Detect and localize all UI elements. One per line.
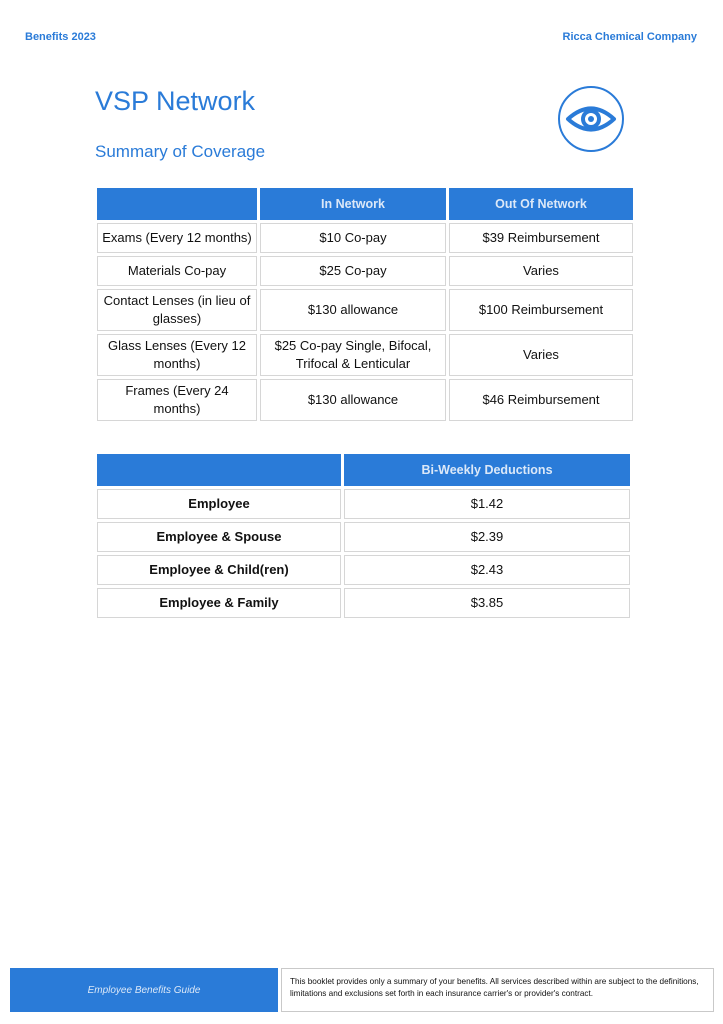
table-row [97, 334, 633, 376]
in-network-value: $130 allowance [260, 289, 446, 331]
footer-guide-label: Employee Benefits Guide [10, 968, 278, 1012]
table-row [97, 555, 630, 585]
table-row [97, 588, 630, 618]
column-header-in-network: In Network [260, 188, 446, 220]
coverage-tier: Employee & Spouse [97, 522, 341, 552]
page-title: VSP Network [95, 86, 256, 116]
table-row [97, 379, 633, 421]
table-header-row [97, 188, 633, 220]
column-header [97, 188, 257, 220]
row-label: Contact Lenses (in lieu of glasses) [97, 289, 257, 331]
coverage-tier: Employee [97, 489, 341, 519]
table-header-row [97, 454, 630, 486]
row-label: Glass Lenses (Every 12 months) [97, 334, 257, 376]
header-left-label: Benefits 2023 [25, 31, 96, 43]
in-network-value: $25 Co-pay [260, 256, 446, 286]
table-row [97, 522, 630, 552]
eye-icon [565, 104, 617, 134]
column-header-bi-weekly: Bi-Weekly Deductions [344, 454, 630, 486]
in-network-value: $130 allowance [260, 379, 446, 421]
deduction-amount: $2.39 [344, 522, 630, 552]
table-row [97, 289, 633, 331]
column-header-out-of-network: Out Of Network [449, 188, 633, 220]
in-network-value: $25 Co-pay Single, Bifocal, Trifocal & Lenticular [260, 334, 446, 376]
deduction-amount: $3.85 [344, 588, 630, 618]
column-header [97, 454, 341, 486]
out-of-network-value: $100 Reimbursement [449, 289, 633, 331]
out-of-network-value: Varies [449, 334, 633, 376]
row-label: Exams (Every 12 months) [97, 223, 257, 253]
deductions-table [94, 451, 633, 621]
in-network-value: $10 Co-pay [260, 223, 446, 253]
deduction-amount: $1.42 [344, 489, 630, 519]
eye-badge [558, 86, 624, 152]
table-row [97, 256, 633, 286]
out-of-network-value: $46 Reimbursement [449, 379, 633, 421]
coverage-tier: Employee & Family [97, 588, 341, 618]
out-of-network-value: $39 Reimbursement [449, 223, 633, 253]
footer-disclaimer: This booklet provides only a summary of your benefits. All services described within are subject to the definitions, limitations and exclusions set forth in each insurance carrier's or provider's contract. [281, 968, 714, 1012]
table-row [97, 489, 630, 519]
row-label: Materials Co-pay [97, 256, 257, 286]
coverage-table [94, 185, 636, 424]
table-row [97, 223, 633, 253]
coverage-tier: Employee & Child(ren) [97, 555, 341, 585]
page-subtitle: Summary of Coverage [95, 142, 266, 161]
header-company-name: Ricca Chemical Company [562, 31, 697, 43]
deduction-amount: $2.43 [344, 555, 630, 585]
row-label: Frames (Every 24 months) [97, 379, 257, 421]
out-of-network-value: Varies [449, 256, 633, 286]
